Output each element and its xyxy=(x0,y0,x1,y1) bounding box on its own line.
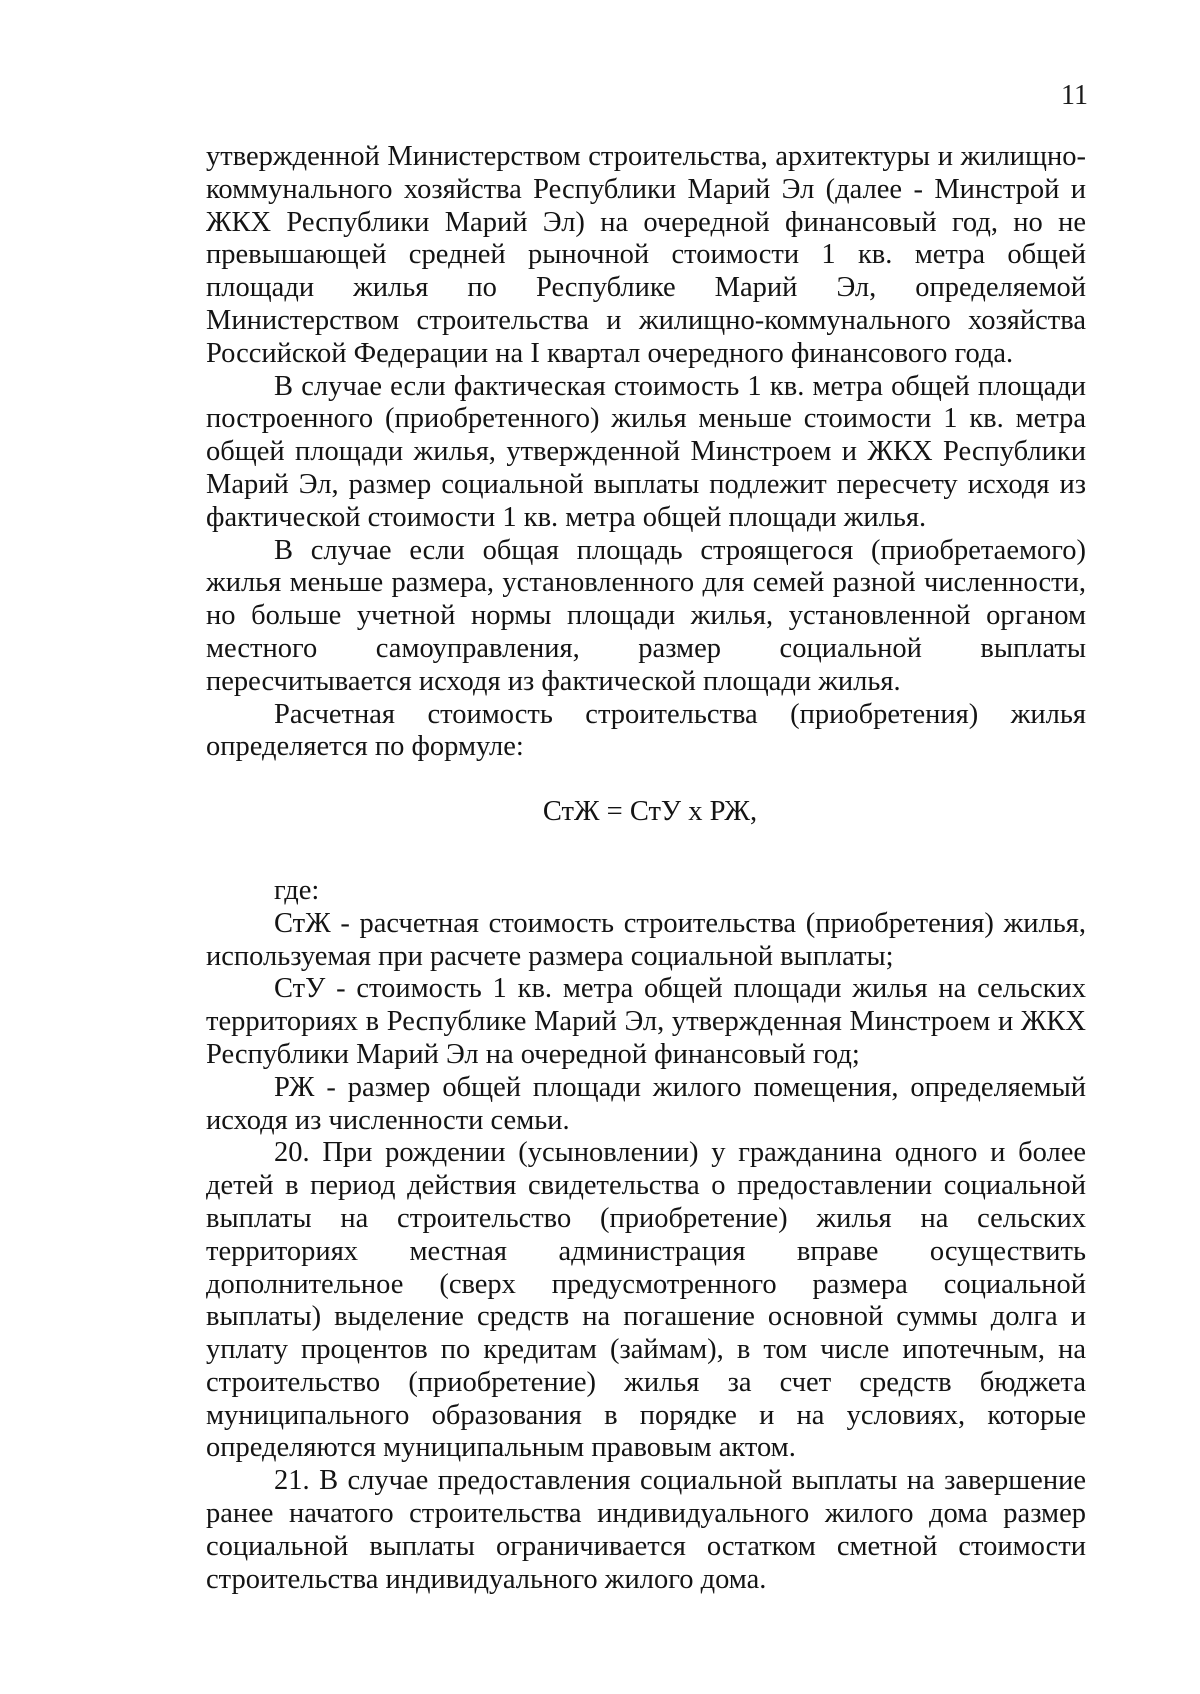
formula: СтЖ = СтУ х РЖ, xyxy=(542,796,758,828)
paragraph-clause-20: 20. При рождении (усыновлении) у гражданина одного и более детей в период действия свидетельства о предоставлении социальной выплаты на строительство (приобретение) жилья на сельских территориях местная администрация вправе осуществить дополнительное (сверх предусмотренного размера социальной выплаты) выделение средств на погашение основной суммы долга и уплату процентов по кредитам (займам), в том числе ипотечным, на строительство (приобретение) жилья за счет средств бюджета муниципального образования в порядке и на условиях, которые определяются муниципальным правовым актом. xyxy=(206,1137,1086,1464)
paragraph-formula-intro: Расчетная стоимость строительства (приобретения) жилья определяется по формуле: xyxy=(206,698,1086,763)
definition-rzh: РЖ - размер общей площади жилого помещения, определяемый исходя из численности семьи. xyxy=(206,1071,1086,1136)
paragraph-continuation: утвержденной Министерством строительства, архитектуры и жилищно-коммунального хозяйства Республики Марий Эл (далее - Минстрой и ЖКХ Республики Марий Эл) на очередной финансовый год, но не превышающей средней рыночной стоимости 1 кв. метра общей площади жилья по Республике Марий Эл, определяемой Министерством строительства и жилищно-коммунального хозяйства Российской Федерации на I квартал очередного финансового года. xyxy=(206,141,1086,369)
paragraph-clause-21: 21. В случае предоставления социальной выплаты на завершение ранее начатого строительства индивидуального жилого дома размер социальной выплаты ограничивается остатком сметной стоимости строительства индивидуального жилого дома. xyxy=(206,1465,1086,1595)
document-body xyxy=(206,141,1086,1596)
where-label: где: xyxy=(274,874,320,906)
definition-stzh: СтЖ - расчетная стоимость строительства (приобретения) жилья, используемая при расчете размера социальной выплаты; xyxy=(206,907,1086,972)
paragraph-actual-cost: В случае если фактическая стоимость 1 кв. метра общей площади построенного (приобретенного) жилья меньше стоимости 1 кв. метра общей площади жилья, утвержденной Минстроем и ЖКХ Республики Марий Эл, размер социальной выплаты подлежит пересчету исходя из фактической стоимости 1 кв. метра общей площади жилья. xyxy=(206,370,1086,533)
page-number: 11 xyxy=(1061,80,1088,111)
definition-stu: СтУ - стоимость 1 кв. метра общей площади жилья на сельских территориях в Республике Марий Эл, утвержденная Минстроем и ЖКХ Республики Марий Эл на очередной финансовый год; xyxy=(206,973,1086,1070)
paragraph-area-recalc: В случае если общая площадь строящегося (приобретаемого) жилья меньше размера, установленного для семей разной численности, но больше учетной нормы площади жилья, установленной органом местного самоуправления, размер социальной выплаты пересчитывается исходя из фактической площади жилья. xyxy=(206,534,1086,697)
